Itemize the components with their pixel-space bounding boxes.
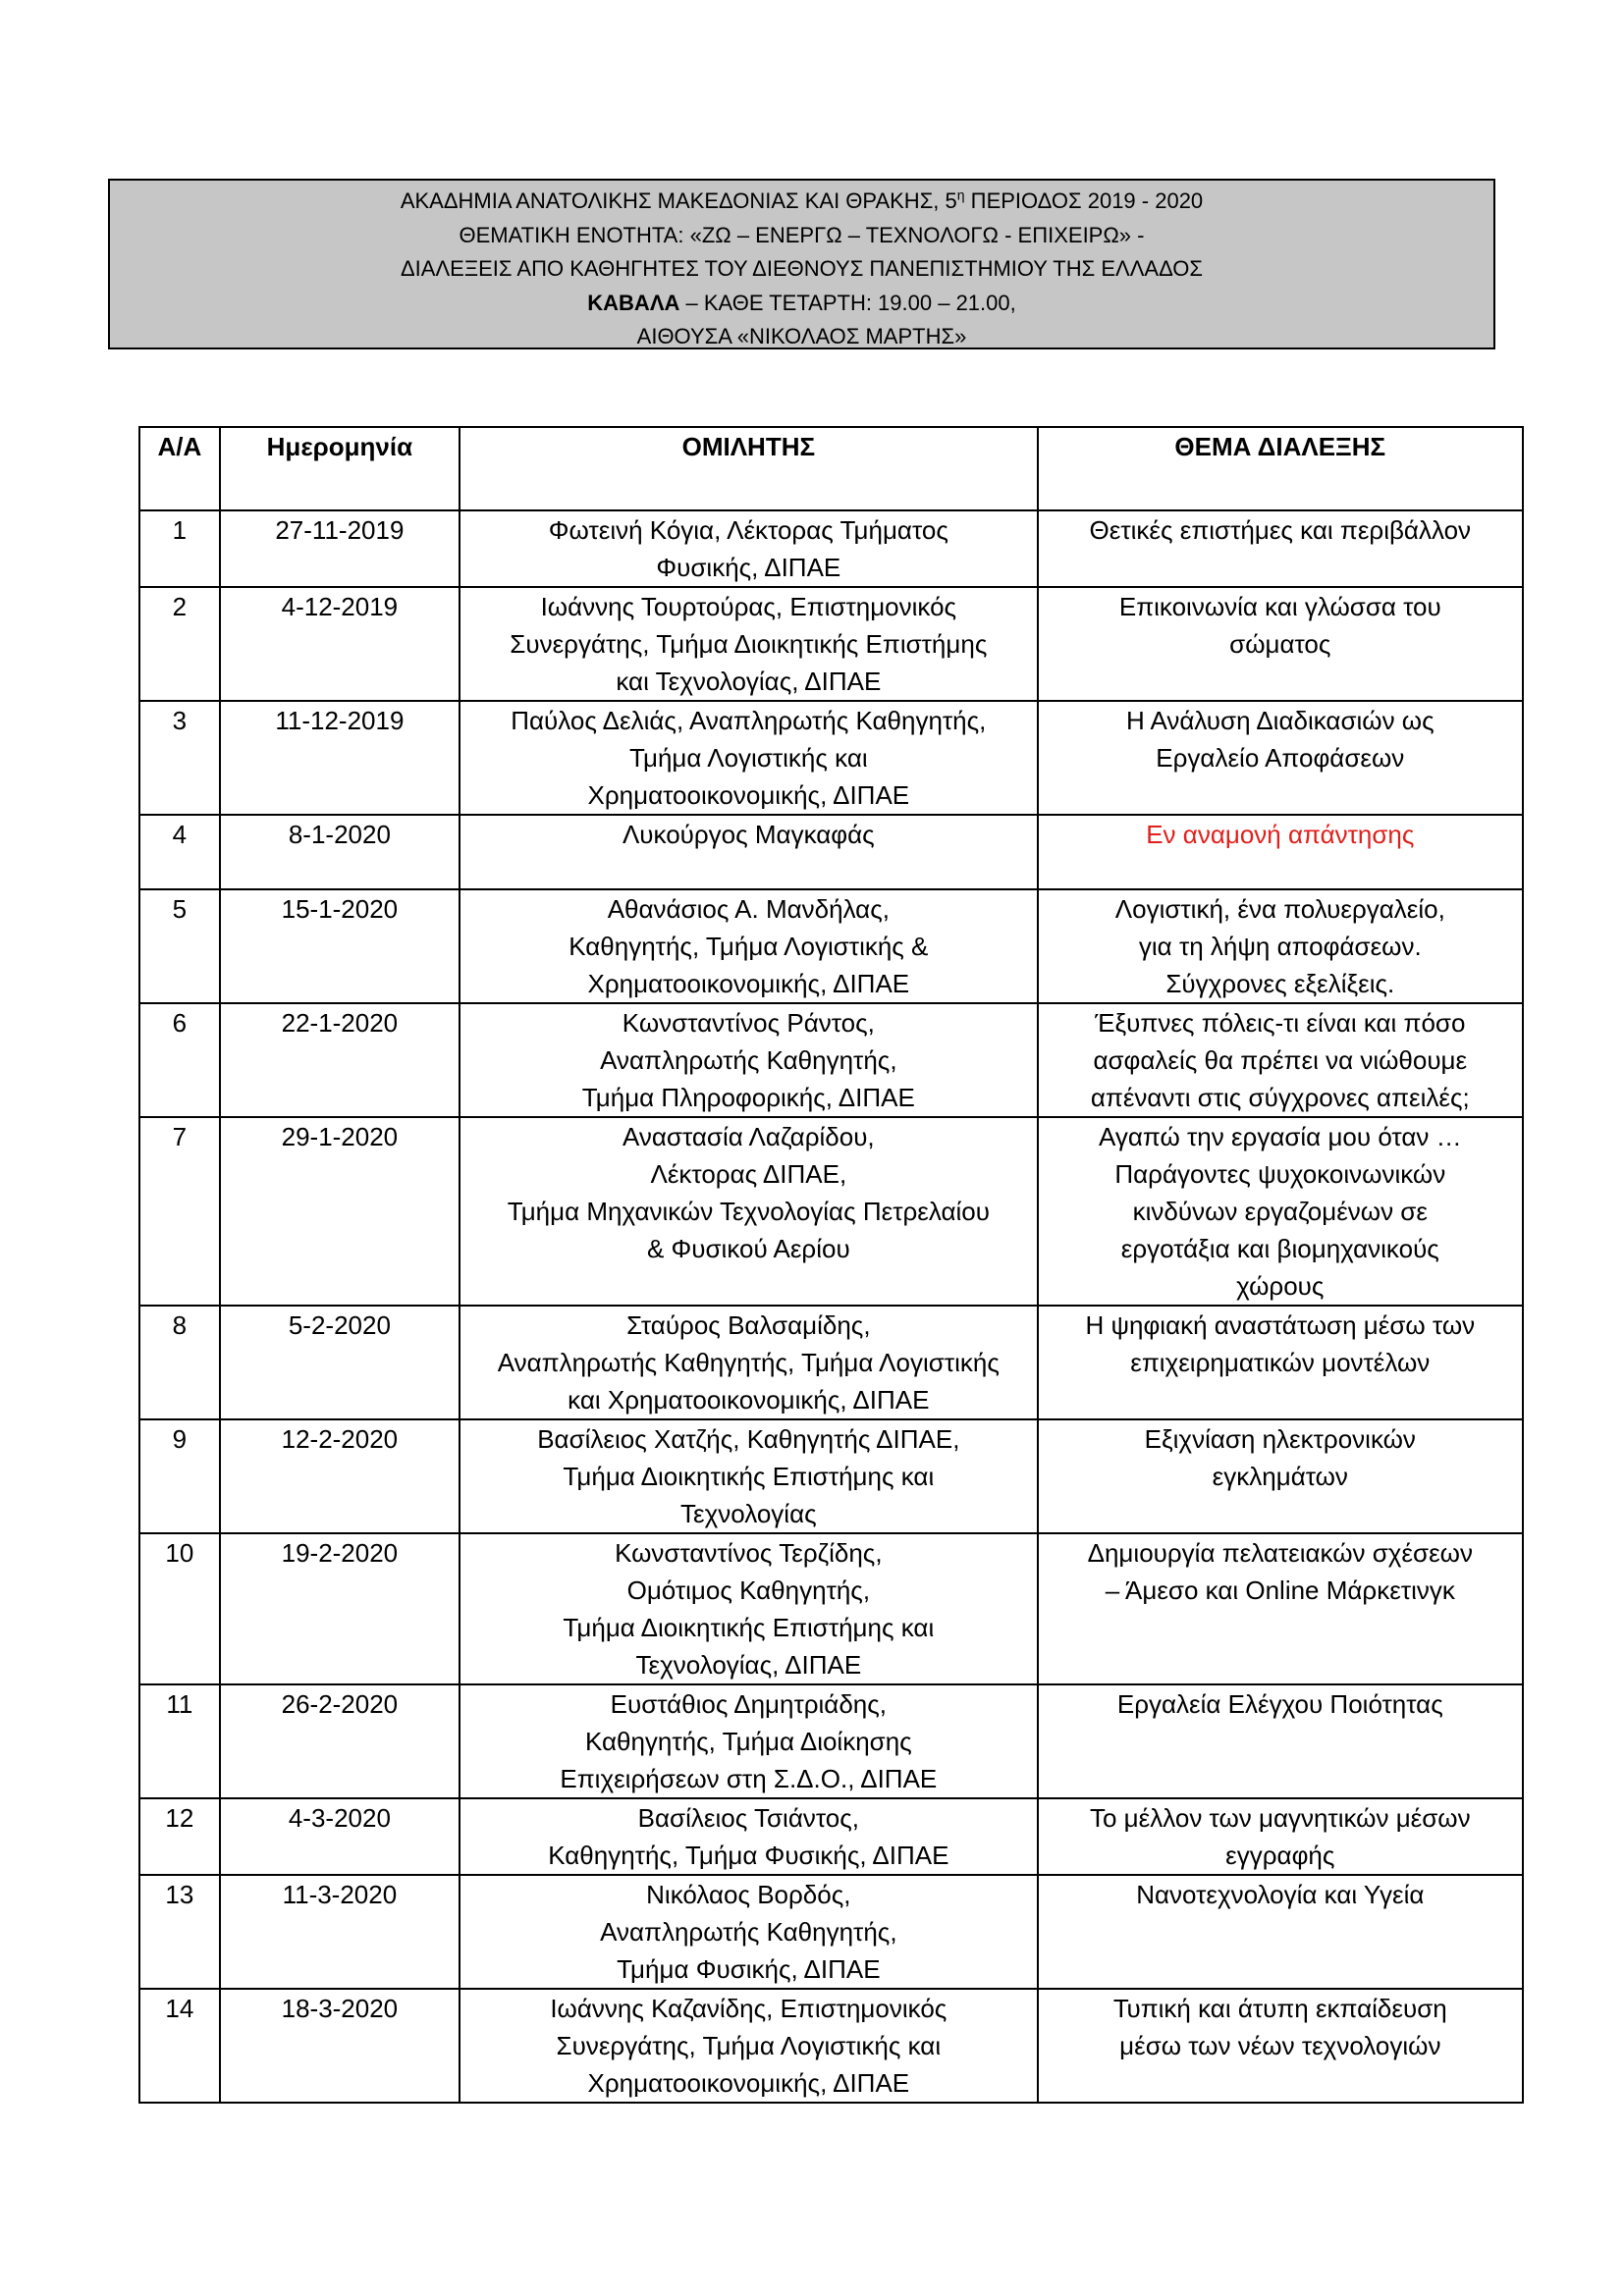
table-row [139,1875,1523,1989]
cell-topic [1038,701,1523,815]
speaker-line: Τμήμα Φυσικής, ΔΙΠΑΕ [617,1954,881,1984]
table-row [139,815,1523,889]
table-row [139,1117,1523,1306]
topic-line: ασφαλείς θα πρέπει να νιώθουμε [1093,1045,1468,1075]
table-header-row [139,427,1523,510]
topic-line: Εξιχνίαση ηλεκτρονικών [1144,1424,1416,1454]
topic-line: Δημιουργία πελατειακών σχέσεων [1087,1538,1473,1568]
speaker-line: Τεχνολογίας [680,1499,817,1528]
speaker-line: Σταύρος Βαλσαμίδης, [626,1310,871,1340]
speaker-line: Παύλος Δελιάς, Αναπληρωτής Καθηγητής, [511,706,987,735]
header-line-4: ΚΑΒΑΛΑ – ΚΑΘΕ ΤΕΤΑΡΤΗ: 19.00 – 21.00, [587,290,1016,315]
speaker-line: Καθηγητής, Τμήμα Φυσικής, ΔΙΠΑΕ [548,1841,949,1870]
cell-date: 19-2-2020 [220,1533,460,1684]
speaker-line: Ιωάννης Καζανίδης, Επιστημονικός [550,1994,947,2023]
cell-date: 4-3-2020 [220,1798,460,1875]
topic-line: Θετικές επιστήμες και περιβάλλον [1089,515,1472,545]
cell-number: 5 [139,889,220,1003]
speaker-line: Αναπληρωτής Καθηγητής, Τμήμα Λογιστικής [497,1348,1000,1377]
table-row [139,510,1523,587]
speaker-line: Φυσικής, ΔΙΠΑΕ [656,553,841,582]
column-header-date: Ημερομηνία [220,427,460,510]
document-header [108,179,1495,349]
topic-line: Αγαπώ την εργασία μου όταν … [1099,1122,1462,1151]
speaker-line: Βασίλειος Τσιάντος, [637,1803,859,1833]
cell-topic [1038,815,1523,889]
cell-date: 5-2-2020 [220,1306,460,1419]
cell-date: 22-1-2020 [220,1003,460,1117]
column-header-speaker: ΟΜΙΛΗΤΗΣ [460,427,1038,510]
table-row [139,1989,1523,2103]
cell-speaker [460,1419,1038,1533]
topic-line: Εργαλείο Αποφάσεων [1156,743,1405,773]
cell-date: 18-3-2020 [220,1989,460,2103]
cell-speaker [460,1684,1038,1798]
cell-topic [1038,1684,1523,1798]
topic-line: Η ψηφιακή αναστάτωση μέσω των [1085,1310,1476,1340]
cell-number: 1 [139,510,220,587]
speaker-line: Ευστάθιος Δημητριάδης, [610,1689,888,1719]
topic-line: εγκλημάτων [1212,1462,1348,1491]
cell-topic [1038,1117,1523,1306]
topic-line: Η Ανάλυση Διαδικασιών ως [1125,706,1435,735]
speaker-line: Αναστασία Λαζαρίδου, [623,1122,875,1151]
cell-topic [1038,1533,1523,1684]
cell-number: 12 [139,1798,220,1875]
table-row [139,1798,1523,1875]
cell-date: 12-2-2020 [220,1419,460,1533]
speaker-line: Τμήμα Διοικητικής Επιστήμης και [563,1613,935,1642]
topic-line: Νανοτεχνολογία και Υγεία [1136,1880,1425,1909]
cell-speaker [460,1989,1038,2103]
cell-topic [1038,1875,1523,1989]
cell-number: 11 [139,1684,220,1798]
speaker-line: Τεχνολογίας, ΔΙΠΑΕ [635,1650,862,1680]
cell-number: 4 [139,815,220,889]
speaker-line: Καθηγητής, Τμήμα Διοίκησης [584,1727,912,1756]
topic-line: Το μέλλον των μαγνητικών μέσων [1089,1803,1471,1833]
cell-number: 6 [139,1003,220,1117]
topic-line: – Άμεσο και Online Μάρκετινγκ [1105,1575,1455,1605]
speaker-line: Χρηματοοικονομικής, ΔΙΠΑΕ [587,969,910,998]
column-header-number: Α/Α [139,427,220,510]
table-row [139,701,1523,815]
table-row [139,1419,1523,1533]
cell-number: 7 [139,1117,220,1306]
cell-speaker [460,1533,1038,1684]
topic-line: Τυπική και άτυπη εκπαίδευση [1112,1994,1447,2023]
speaker-line: Αναπληρωτής Καθηγητής, [600,1045,897,1075]
speaker-line: Αναπληρωτής Καθηγητής, [600,1917,897,1947]
topic-line: σώματος [1229,629,1331,659]
topic-line: επιχειρηματικών μοντέλων [1130,1348,1431,1377]
column-header-topic: ΘΕΜΑ ΔΙΑΛΕΞΗΣ [1038,427,1523,510]
speaker-line: Ιωάννης Τουρτούρας, Επιστημονικός [540,592,957,621]
cell-date: 27-11-2019 [220,510,460,587]
cell-speaker [460,510,1038,587]
header-line-3: ΔΙΑΛΕΞΕΙΣ ΑΠΟ ΚΑΘΗΓΗΤΕΣ ΤΟΥ ΔΙΕΘΝΟΥΣ ΠΑΝΕΠΙΣΤΗΜΙΟΥ ΤΗΣ ΕΛΛΑΔΟΣ [400,256,1204,281]
topic-line: χώρους [1236,1271,1325,1301]
topic-line: μέσω των νέων τεχνολογιών [1119,2031,1441,2060]
speaker-line: Αθανάσιος Α. Μανδήλας, [607,894,890,924]
topic-line: Λογιστική, ένα πολυεργαλείο, [1114,894,1445,924]
cell-number: 10 [139,1533,220,1684]
cell-topic [1038,510,1523,587]
topic-line: εργοτάξια και βιομηχανικούς [1120,1234,1439,1263]
speaker-line: και Χρηματοοικονομικής, ΔΙΠΑΕ [568,1385,930,1415]
topic-line: κινδύνων εργαζομένων σε [1132,1197,1428,1226]
table-row [139,889,1523,1003]
topic-line: Εργαλεία Ελέγχου Ποιότητας [1116,1689,1443,1719]
table-row [139,587,1523,701]
speaker-line: & Φυσικού Αερίου [646,1234,850,1263]
cell-date: 8-1-2020 [220,815,460,889]
cell-number: 9 [139,1419,220,1533]
topic-line: απέναντι στις σύγχρονες απειλές; [1090,1083,1470,1112]
cell-number: 8 [139,1306,220,1419]
cell-speaker [460,587,1038,701]
speaker-line: και Τεχνολογίας, ΔΙΠΑΕ [616,667,882,696]
cell-date: 15-1-2020 [220,889,460,1003]
cell-date: 11-3-2020 [220,1875,460,1989]
speaker-line: Λέκτορας ΔΙΠΑΕ, [650,1159,847,1189]
header-line-1: ΑΚΑΔΗΜΙΑ ΑΝΑΤΟΛΙΚΗΣ ΜΑΚΕΔΟΝΙΑΣ ΚΑΙ ΘΡΑΚΗΣ, $5^\eta$ ΠΕΡΙΟΔΟΣ 2019 - 2020 [400,187,1204,213]
speaker-line: Βασίλειος Χατζής, Καθηγητής ΔΙΠΑΕ, [537,1424,960,1454]
cell-topic [1038,587,1523,701]
speaker-line: Φωτεινή Κόγια, Λέκτορας Τμήματος [548,515,948,545]
cell-date: 11-12-2019 [220,701,460,815]
cell-number: 3 [139,701,220,815]
header-line-5: ΑΙΘΟΥΣΑ «ΝΙΚΟΛΑΟΣ ΜΑΡΤΗΣ» [636,324,967,348]
speaker-line: Ομότιμος Καθηγητής, [626,1575,871,1605]
cell-speaker [460,1875,1038,1989]
speaker-line: Κωνσταντίνος Ράντος, [622,1008,875,1038]
speaker-line: Χρηματοοικονομικής, ΔΙΠΑΕ [587,780,910,810]
speaker-line: Χρηματοοικονομικής, ΔΙΠΑΕ [587,2068,910,2098]
topic-line: Σύγχρονες εξελίξεις. [1165,969,1395,998]
topic-line: Παράγοντες ψυχοκοινωνικών [1114,1159,1446,1189]
cell-number: 2 [139,587,220,701]
speaker-line: Τμήμα Διοικητικής Επιστήμης και [563,1462,935,1491]
speaker-line: Κωνσταντίνος Τερζίδης, [615,1538,883,1568]
cell-topic [1038,1989,1523,2103]
speaker-line: Επιχειρήσεων στη Σ.Δ.Ο., ΔΙΠΑΕ [560,1764,938,1793]
topic-line: εγγραφής [1225,1841,1335,1870]
cell-date: 26-2-2020 [220,1684,460,1798]
cell-topic [1038,889,1523,1003]
speaker-line: Λυκούργος Μαγκαφάς [622,820,875,849]
speaker-line: Συνεργάτης, Τμήμα Διοικητικής Επιστήμης [510,629,988,659]
cell-topic [1038,1003,1523,1117]
topic-line: Έξυπνες πόλεις-τι είναι και πόσο [1095,1008,1466,1038]
cell-speaker [460,1306,1038,1419]
cell-date: 4-12-2019 [220,587,460,701]
cell-speaker [460,1003,1038,1117]
cell-topic [1038,1798,1523,1875]
cell-speaker [460,815,1038,889]
cell-speaker [460,1117,1038,1306]
lecture-schedule-table [138,426,1524,2104]
cell-speaker [460,1798,1038,1875]
header-line-2: ΘΕΜΑΤΙΚΗ ΕΝΟΤΗΤΑ: «ΖΩ – ΕΝΕΡΓΩ – ΤΕΧΝΟΛΟΓΩ - ΕΠΙΧΕΙΡΩ» - [459,222,1145,247]
table-body [139,510,1523,2103]
cell-number: 13 [139,1875,220,1989]
speaker-line: Συνεργάτης, Τμήμα Λογιστικής και [556,2031,942,2060]
cell-date: 29-1-2020 [220,1117,460,1306]
cell-speaker [460,889,1038,1003]
speaker-line: Νικόλαος Βορδός, [646,1880,851,1909]
cell-number: 14 [139,1989,220,2103]
topic-line: Εν αναμονή απάντησης [1146,820,1415,849]
table-row [139,1684,1523,1798]
topic-line: Επικοινωνία και γλώσσα του [1118,592,1441,621]
speaker-line: Τμήμα Λογιστικής και [629,743,868,773]
cell-topic [1038,1306,1523,1419]
table-row [139,1306,1523,1419]
speaker-line: Τμήμα Μηχανικών Τεχνολογίας Πετρελαίου [507,1197,990,1226]
cell-topic [1038,1419,1523,1533]
speaker-line: Τμήμα Πληροφορικής, ΔΙΠΑΕ [581,1083,915,1112]
cell-speaker [460,701,1038,815]
table-row [139,1533,1523,1684]
topic-line: για τη λήψη αποφάσεων. [1138,932,1422,961]
speaker-line: Καθηγητής, Τμήμα Λογιστικής & [568,932,929,961]
table-row [139,1003,1523,1117]
